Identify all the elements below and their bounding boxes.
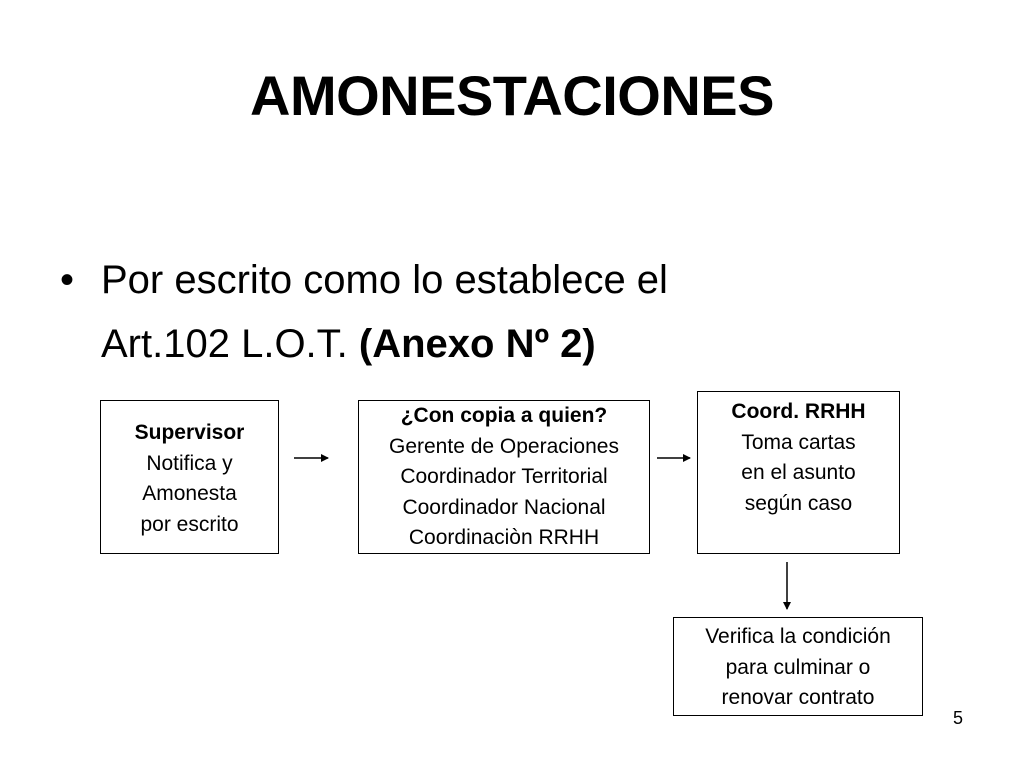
annex-reference: (Anexo Nº 2): [358, 322, 596, 366]
verification-line: para culminar o: [725, 655, 871, 679]
copy-recipient-item: Coordinador Territorial: [400, 465, 608, 488]
rrhh-line: Toma cartas: [741, 430, 856, 454]
page-number: 5: [952, 708, 963, 728]
slide-title: AMONESTACIONES: [250, 64, 774, 127]
copy-recipient-item: Gerente de Operaciones: [389, 434, 619, 458]
copy-recipients-heading: ¿Con copia a quien?: [400, 404, 608, 427]
copy-recipient-item: Coordinador Nacional: [402, 495, 606, 519]
supervisor-heading: Supervisor: [134, 421, 245, 444]
rrhh-heading: Coord. RRHH: [731, 400, 866, 423]
supervisor-line: por escrito: [140, 512, 239, 536]
copy-recipient-item: Coordinaciòn RRHH: [408, 526, 600, 549]
article-reference: Art.102 L.O.T.: [101, 322, 359, 366]
rrhh-line: en el asunto: [741, 461, 856, 484]
supervisor-line: Amonesta: [142, 482, 237, 505]
bullet-line-1: Por escrito como lo establece el: [101, 258, 668, 302]
verification-line: renovar contrato: [721, 686, 875, 709]
bullet-marker: •: [60, 258, 75, 302]
rrhh-line: según caso: [744, 491, 853, 515]
verification-line: Verifica la condición: [705, 625, 891, 648]
supervisor-line: Notifica y: [146, 451, 233, 475]
